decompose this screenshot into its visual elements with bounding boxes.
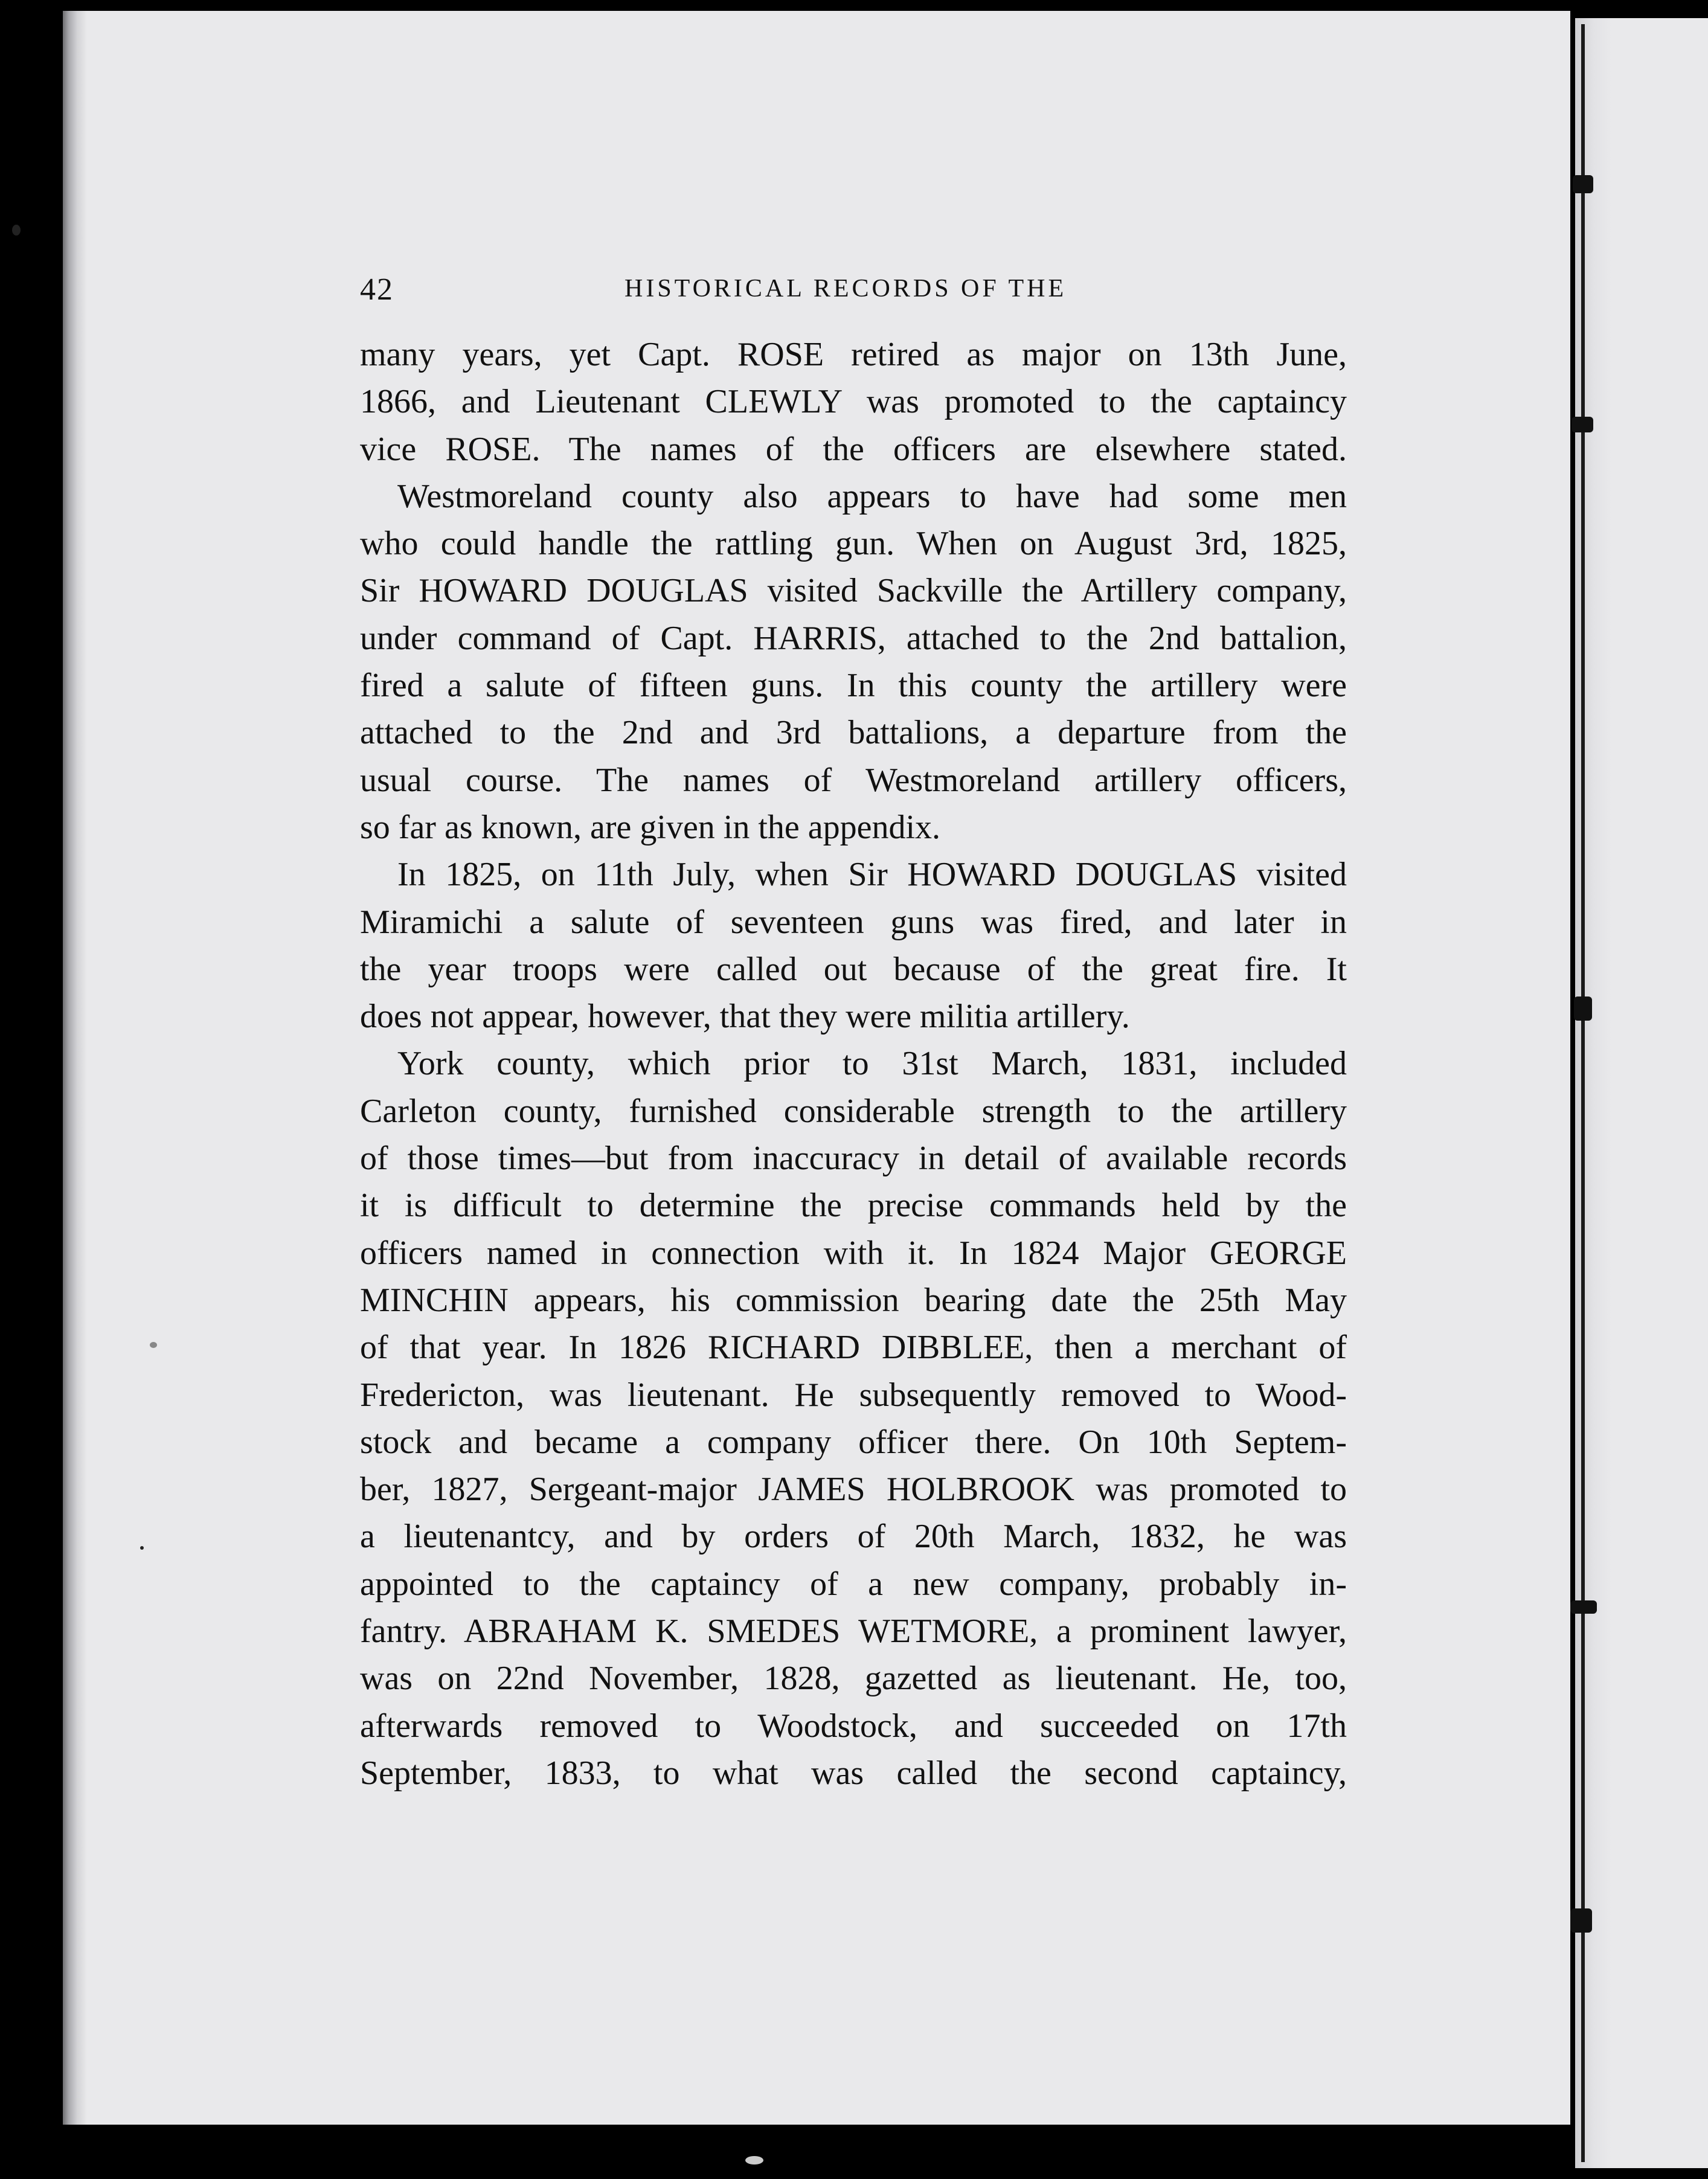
text-line: was on 22nd November, 1828, gazetted as lieutenant. He, too, bbox=[360, 1660, 1347, 1698]
text-line: attached to the 2nd and 3rd battalions, a departure from the bbox=[360, 714, 1347, 752]
page-gutter-shadow bbox=[63, 11, 87, 2125]
text-line: MINCHIN appears, his commission bearing date the 25th May bbox=[360, 1281, 1347, 1319]
text-line: fired a salute of fifteen guns. In this county the artillery were bbox=[360, 667, 1347, 705]
binding-stitch bbox=[1570, 1600, 1597, 1614]
text-line: Miramichi a salute of seventeen guns was fired, and later in bbox=[360, 903, 1347, 941]
text-line: usual course. The names of Westmoreland artillery officers, bbox=[360, 761, 1347, 799]
text-line: Sir HOWARD DOUGLAS visited Sackville the Artillery company, bbox=[360, 572, 1347, 610]
text-line: fantry. ABRAHAM K. SMEDES WETMORE, a prominent lawyer, bbox=[360, 1613, 1347, 1651]
text-line: many years, yet Capt. ROSE retired as major on 13th June, bbox=[360, 336, 1347, 373]
text-line: afterwards removed to Woodstock, and succeeded on 17th bbox=[360, 1707, 1347, 1745]
binding-stitch bbox=[1574, 996, 1592, 1021]
facing-page-edge bbox=[1575, 18, 1708, 2168]
text-line: who could handle the rattling gun. When on August 3rd, 1825, bbox=[360, 525, 1347, 563]
running-head: HISTORICAL RECORDS OF THE bbox=[624, 275, 1067, 303]
text-line: vice ROSE. The names of the officers are elsewhere stated. bbox=[360, 430, 1347, 468]
text-line: of those times—but from inaccuracy in detail of available records bbox=[360, 1140, 1347, 1178]
text-line: does not appear, however, that they were militia artillery. bbox=[360, 998, 1130, 1036]
text-line: Carleton county, furnished considerable strength to the artillery bbox=[360, 1092, 1347, 1130]
text-line: ber, 1827, Sergeant-major JAMES HOLBROOK was promoted to bbox=[360, 1471, 1347, 1509]
text-line: York county, which prior to 31st March, 1831, included bbox=[397, 1045, 1347, 1083]
text-line: it is difficult to determine the precise commands held by the bbox=[360, 1187, 1347, 1225]
text-line: officers named in connection with it. In 1824 Major GEORGE bbox=[360, 1234, 1347, 1272]
scan-speck bbox=[150, 1342, 157, 1348]
text-line: appointed to the captaincy of a new company, probably in- bbox=[360, 1565, 1347, 1603]
text-line: stock and became a company officer there. On 10th Septem- bbox=[360, 1423, 1347, 1461]
text-line: the year troops were called out because of the great fire. It bbox=[360, 950, 1347, 988]
text-line: of that year. In 1826 RICHARD DIBBLEE, then a merchant of bbox=[360, 1329, 1347, 1367]
text-line: so far as known, are given in the appendix. bbox=[360, 808, 941, 846]
text-line: a lieutenantcy, and by orders of 20th March, 1832, he was bbox=[360, 1518, 1347, 1556]
text-line: September, 1833, to what was called the second captaincy, bbox=[360, 1754, 1347, 1792]
text-line: Fredericton, was lieutenant. He subsequently removed to Wood- bbox=[360, 1376, 1347, 1414]
scan-speck bbox=[12, 225, 21, 236]
page-header bbox=[360, 260, 1347, 314]
text-line: 1866, and Lieutenant CLEWLY was promoted to the captaincy bbox=[360, 383, 1347, 421]
text-line: In 1825, on 11th July, when Sir HOWARD DOUGLAS visited bbox=[397, 856, 1347, 894]
scan-speck bbox=[140, 1546, 144, 1550]
scan-border-bottom bbox=[63, 2125, 1573, 2179]
body-text bbox=[360, 331, 1347, 1797]
scan-speck bbox=[745, 2156, 763, 2165]
binding-stitch bbox=[1572, 417, 1593, 432]
binding-stitch bbox=[1570, 1908, 1592, 1933]
text-line: Westmoreland county also appears to have had some men bbox=[397, 477, 1347, 515]
binding-stitch bbox=[1573, 175, 1593, 193]
binding-thread bbox=[1581, 24, 1585, 2162]
text-line: under command of Capt. HARRIS, attached to the 2nd battalion, bbox=[360, 619, 1347, 657]
page-number: 42 bbox=[360, 272, 394, 307]
